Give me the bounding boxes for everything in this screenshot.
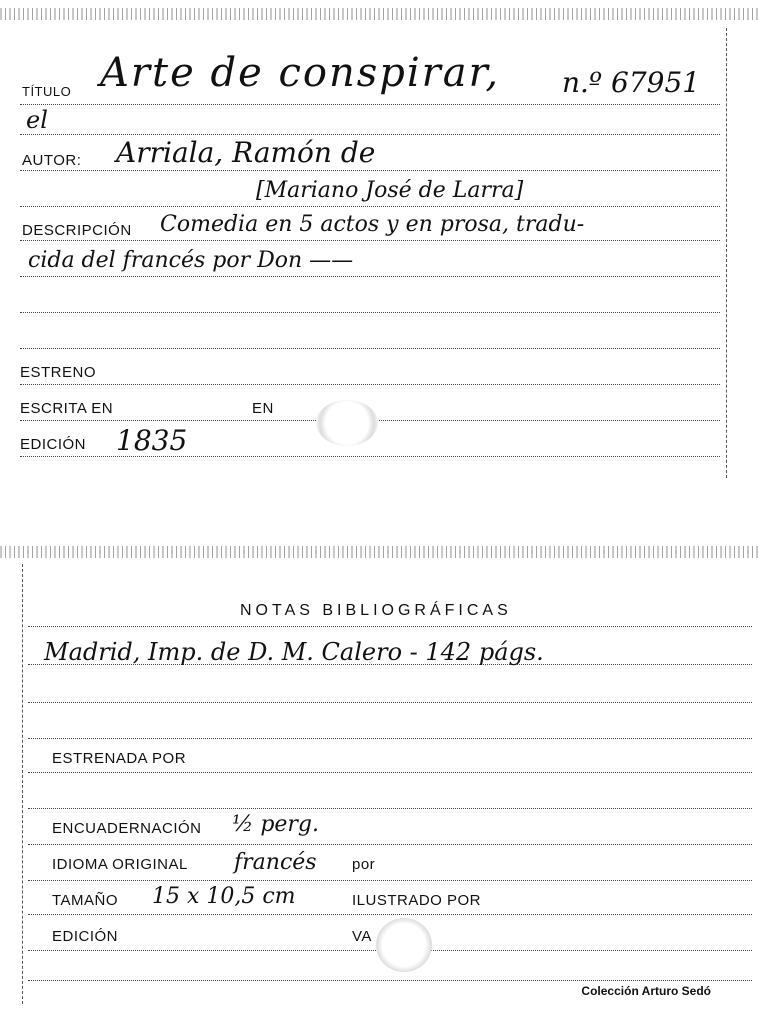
rule-line <box>28 702 752 703</box>
paper-blot <box>376 918 432 972</box>
rule-line <box>28 626 752 627</box>
catalog-number: n.º 67951 <box>562 66 701 99</box>
edicion-value: 1835 <box>116 424 188 457</box>
ilustrado-por-label: ILUSTRADO POR <box>352 892 482 909</box>
rule-line <box>20 206 720 207</box>
notas-heading: NOTAS BIBLIOGRÁFICAS <box>240 602 512 619</box>
rule-line <box>28 980 752 981</box>
rule-line <box>20 170 720 171</box>
edicion-label: EDICIÓN <box>20 436 87 453</box>
descripcion-line-1: Comedia en 5 actos y en prosa, tradu- <box>160 212 585 237</box>
encuadernacion-label: ENCUADERNACIÓN <box>52 820 202 837</box>
rule-line <box>28 844 752 845</box>
scan-noise-top <box>0 8 759 20</box>
descripcion-label: DESCRIPCIÓN <box>22 222 132 239</box>
collection-footer: Colección Arturo Sedó <box>581 984 711 998</box>
idioma-original-label: IDIOMA ORIGINAL <box>52 856 188 873</box>
idioma-original-value: francés <box>234 850 317 875</box>
edicion-label-bottom: EDICIÓN <box>52 928 119 945</box>
rule-line <box>28 914 752 915</box>
card-right-edge <box>726 28 727 478</box>
rule-line <box>28 738 752 739</box>
autor-label: AUTOR: <box>22 152 82 169</box>
va-label: VA <box>352 928 372 945</box>
estreno-label: ESTRENO <box>20 364 97 381</box>
rule-line <box>20 134 720 135</box>
en-label: EN <box>252 400 274 417</box>
encuadernacion-value: ½ perg. <box>232 812 320 837</box>
paper-blot <box>316 400 378 446</box>
titulo-label: TÍTULO <box>22 84 72 99</box>
rule-line <box>20 384 720 385</box>
rule-line <box>20 104 720 105</box>
rule-line <box>28 880 752 881</box>
escrita-en-label: ESCRITA EN <box>20 400 114 417</box>
descripcion-line-2: cida del francés por Don —— <box>28 248 354 273</box>
rule-line <box>20 240 720 241</box>
rule-line <box>20 312 720 313</box>
rule-line <box>28 808 752 809</box>
autor-note: [Mariano José de Larra] <box>256 178 524 203</box>
estrenada-por-label: ESTRENADA POR <box>52 750 187 767</box>
autor-value: Arriala, Ramón de <box>116 136 376 169</box>
por-label: por <box>352 856 376 873</box>
titulo-value: Arte de conspirar, <box>100 50 501 96</box>
rule-line <box>20 276 720 277</box>
notas-value: Madrid, Imp. de D. M. Calero - 142 págs. <box>44 638 544 666</box>
titulo-article: el <box>26 106 48 134</box>
rule-line <box>20 348 720 349</box>
rule-line <box>28 772 752 773</box>
catalog-card-top <box>0 0 759 492</box>
tamano-value: 15 x 10,5 cm <box>152 884 296 909</box>
tamano-label: TAMAÑO <box>52 892 119 909</box>
scan-noise-bottom <box>0 546 759 558</box>
card-left-edge <box>22 564 23 1004</box>
